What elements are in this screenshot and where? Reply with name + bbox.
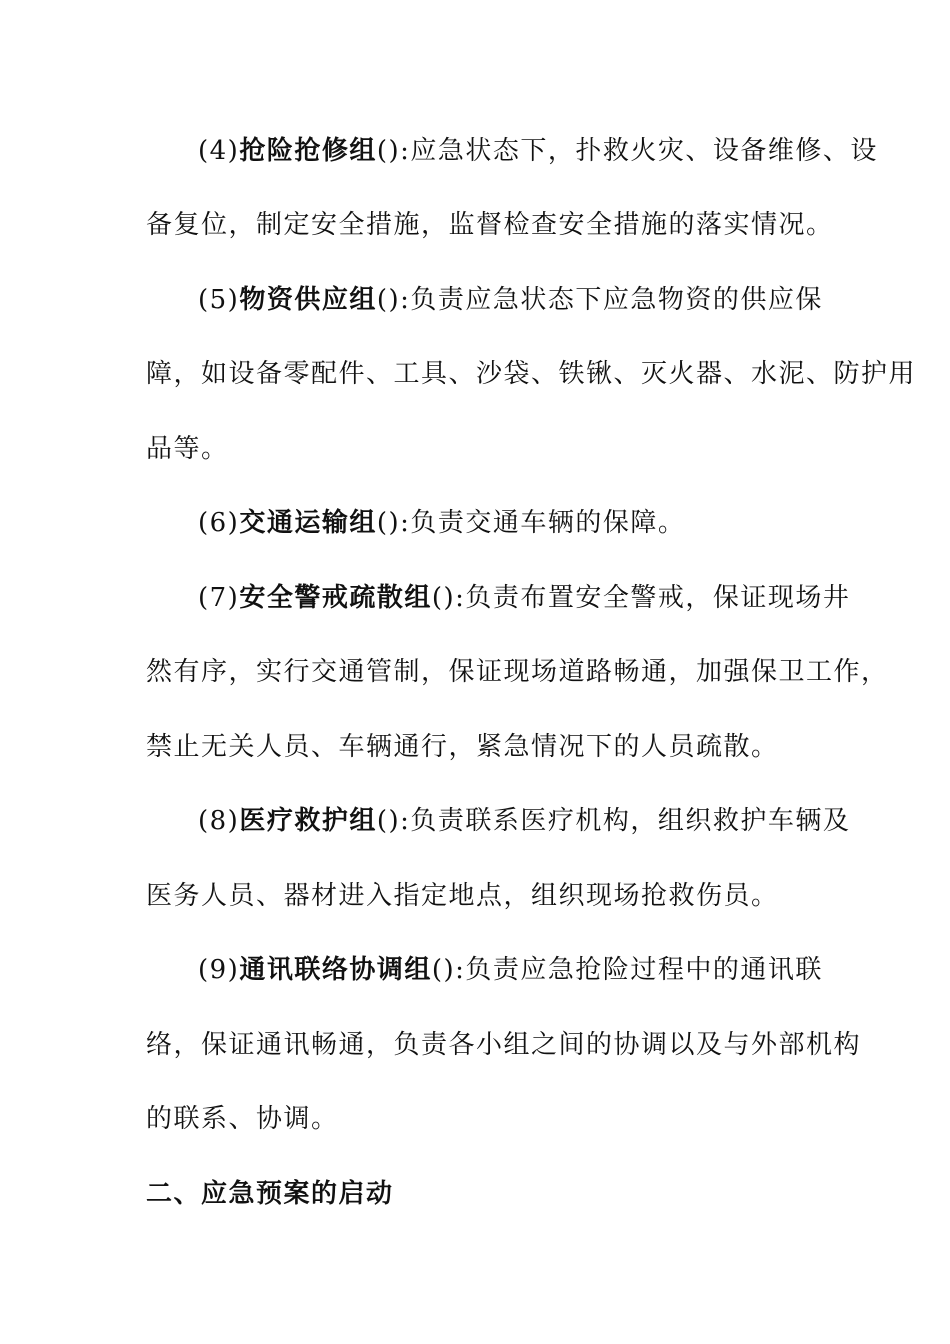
item-8-number: (8) <box>198 806 240 836</box>
item-7-number: (7) <box>198 583 240 613</box>
item-6-label: 交通运输组 <box>239 508 377 538</box>
item-8-text-1: 负责联系医疗机构，组织救护车辆及 <box>410 806 851 836</box>
item-8-first-line <box>198 804 851 838</box>
item-9-text-3: 的联系、协调。 <box>146 1104 339 1134</box>
item-5-label: 物资供应组 <box>239 285 377 315</box>
item-9-number: (9) <box>198 955 240 985</box>
item-8-separator: : <box>400 806 411 836</box>
item-5-paren: () <box>376 285 401 315</box>
item-7-text-3: 禁止无关人员、车辆通行，紧急情况下的人员疏散。 <box>146 732 779 762</box>
item-7-separator: : <box>455 583 466 613</box>
item-9-paren: () <box>431 955 456 985</box>
item-5-first-line <box>198 283 823 317</box>
item-8-text-2: 医务人员、器材进入指定地点，组织现场抢救伤员。 <box>146 881 779 911</box>
item-9-label: 通讯联络协调组 <box>239 955 432 985</box>
item-4-label: 抢险抢修组 <box>239 136 377 166</box>
item-5-text-1: 负责应急状态下应急物资的供应保 <box>410 285 823 315</box>
section-heading: 二、应急预案的启动 <box>146 1179 394 1209</box>
item-6-separator: : <box>400 508 411 538</box>
item-7-label: 安全警戒疏散组 <box>239 583 432 613</box>
item-6-paren: () <box>376 508 401 538</box>
item-4-separator: : <box>400 136 411 166</box>
item-7-text-1: 负责布置安全警戒，保证现场井 <box>465 583 851 613</box>
item-5-text-3: 品等。 <box>146 434 229 464</box>
item-4-text-2: 备复位，制定安全措施，监督检查安全措施的落实情况。 <box>146 210 834 240</box>
item-9-separator: : <box>455 955 466 985</box>
item-9-text-2: 络，保证通讯畅通，负责各小组之间的协调以及与外部机构 <box>146 1030 862 1060</box>
item-7-text-2: 然有序，实行交通管制，保证现场道路畅通，加强保卫工作， <box>146 657 889 687</box>
item-5-text-2: 障，如设备零配件、工具、沙袋、铁锹、灭火器、水泥、防护用 <box>146 359 917 389</box>
item-7-paren: () <box>431 583 456 613</box>
item-6-number: (6) <box>198 508 240 538</box>
item-5-number: (5) <box>198 285 240 315</box>
item-8-label: 医疗救护组 <box>239 806 377 836</box>
item-9-text-1: 负责应急抢险过程中的通讯联 <box>465 955 823 985</box>
item-7-first-line <box>198 581 851 615</box>
item-4-number: (4) <box>198 136 240 166</box>
item-8-paren: () <box>376 806 401 836</box>
item-9-first-line <box>198 953 823 987</box>
item-5-separator: : <box>400 285 411 315</box>
item-6-first-line <box>198 506 806 540</box>
item-4-paren: () <box>376 136 401 166</box>
item-6-text-1: 负责交通车辆的保障。 <box>410 508 686 538</box>
item-4-text-1: 应急状态下，扑救火灾、设备维修、设 <box>410 136 878 166</box>
item-4-first-line <box>198 134 878 168</box>
